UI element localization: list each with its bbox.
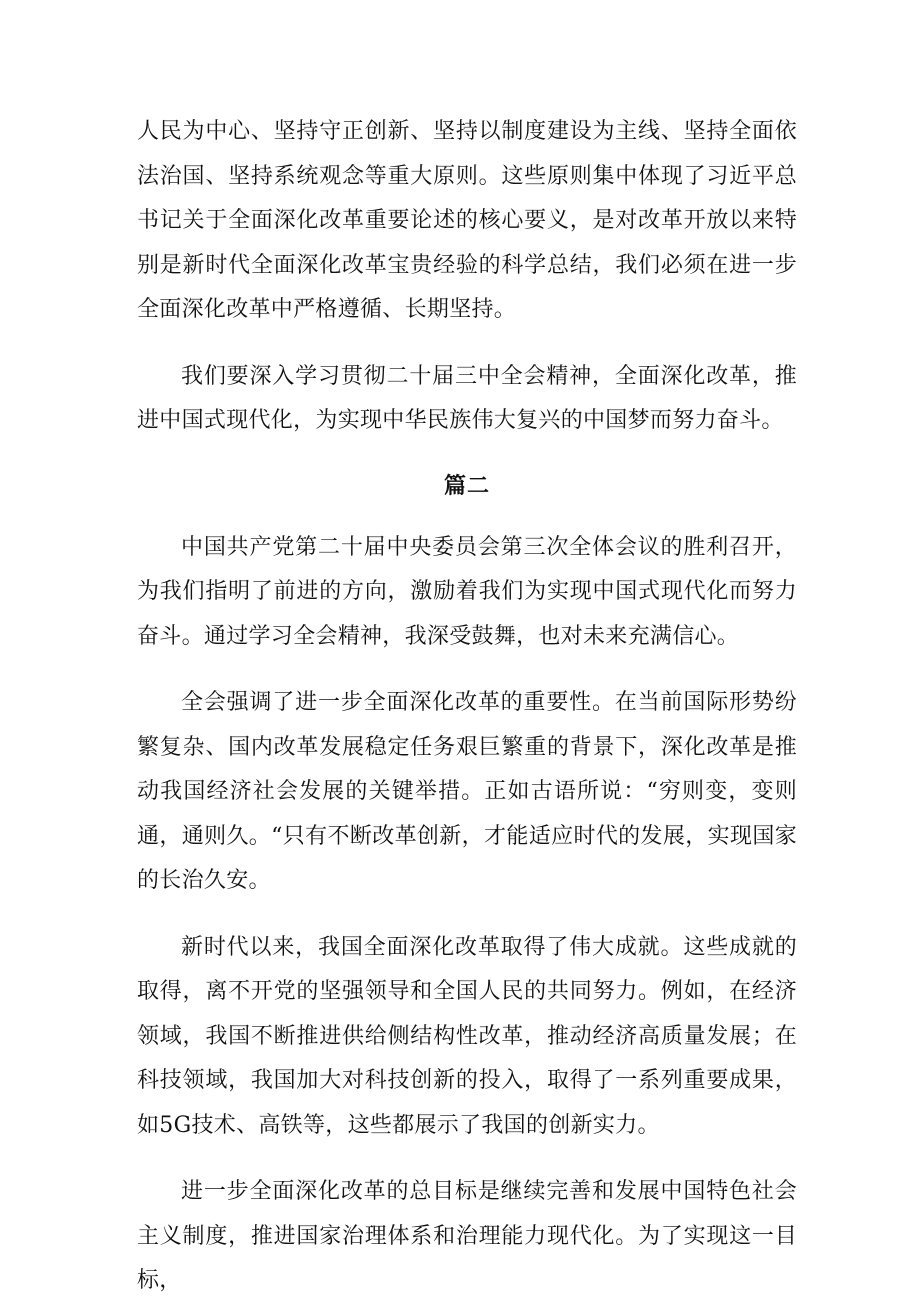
paragraph-reform-importance: 全会强调了进一步全面深化改革的重要性。在当前国际形势纷繁复杂、国内改革发展稳定任务艰巨繁重的背景下，深化改革是推动我国经济社会发展的关键举措。正如古语所说：“穷则变，变则通，通则久。“只有不断改革创新，才能适应时代的发展，实现国家的长治久安。 (137, 690, 797, 893)
section-heading: 篇二 (443, 472, 490, 499)
paragraph-overall-goal: 进一步全面深化改革的总目标是继续完善和发展中国特色社会主义制度，推进国家治理体系和治理能力现代化。为了实现这一目标， (137, 1179, 797, 1293)
paragraph-plenum-opening: 中国共产党第二十届中央委员会第三次全体会议的胜利召开，为我们指明了前进的方向，激励着我们为实现中国式现代化而努力奋斗。通过学习全会精神，我深受鼓舞，也对未来充满信心。 (137, 534, 797, 649)
paragraph-new-era-achievements: 新时代以来，我国全面深化改革取得了伟大成就。这些成就的取得，离不开党的坚强领导和全国人民的共同努力。例如，在经济领域，我国不断推进供给侧结构性改革，推动经济高质量发展；在科技领域，我国加大对科技创新的投入，取得了一系列重要成果，如5G技术、高铁等，这些都展示了我国的创新实力。 (137, 934, 797, 1138)
document-body (137, 110, 797, 1304)
paragraph-continued-principles: 人民为中心、坚持守正创新、坚持以制度建设为主线、坚持全面依法治国、坚持系统观念等重大原则。这些原则集中体现了习近平总书记关于全面深化改革重要论述的核心要义，是对改革开放以来特别是新时代全面深化改革宝贵经验的科学总结，我们必须在进一步全面深化改革中严格遵循、长期坚持。 (137, 119, 797, 322)
paragraph-study-plenum: 我们要深入学习贯彻二十届三中全会精神，全面深化改革，推进中国式现代化，为实现中华民族伟大复兴的中国梦而努力奋斗。 (137, 363, 797, 433)
